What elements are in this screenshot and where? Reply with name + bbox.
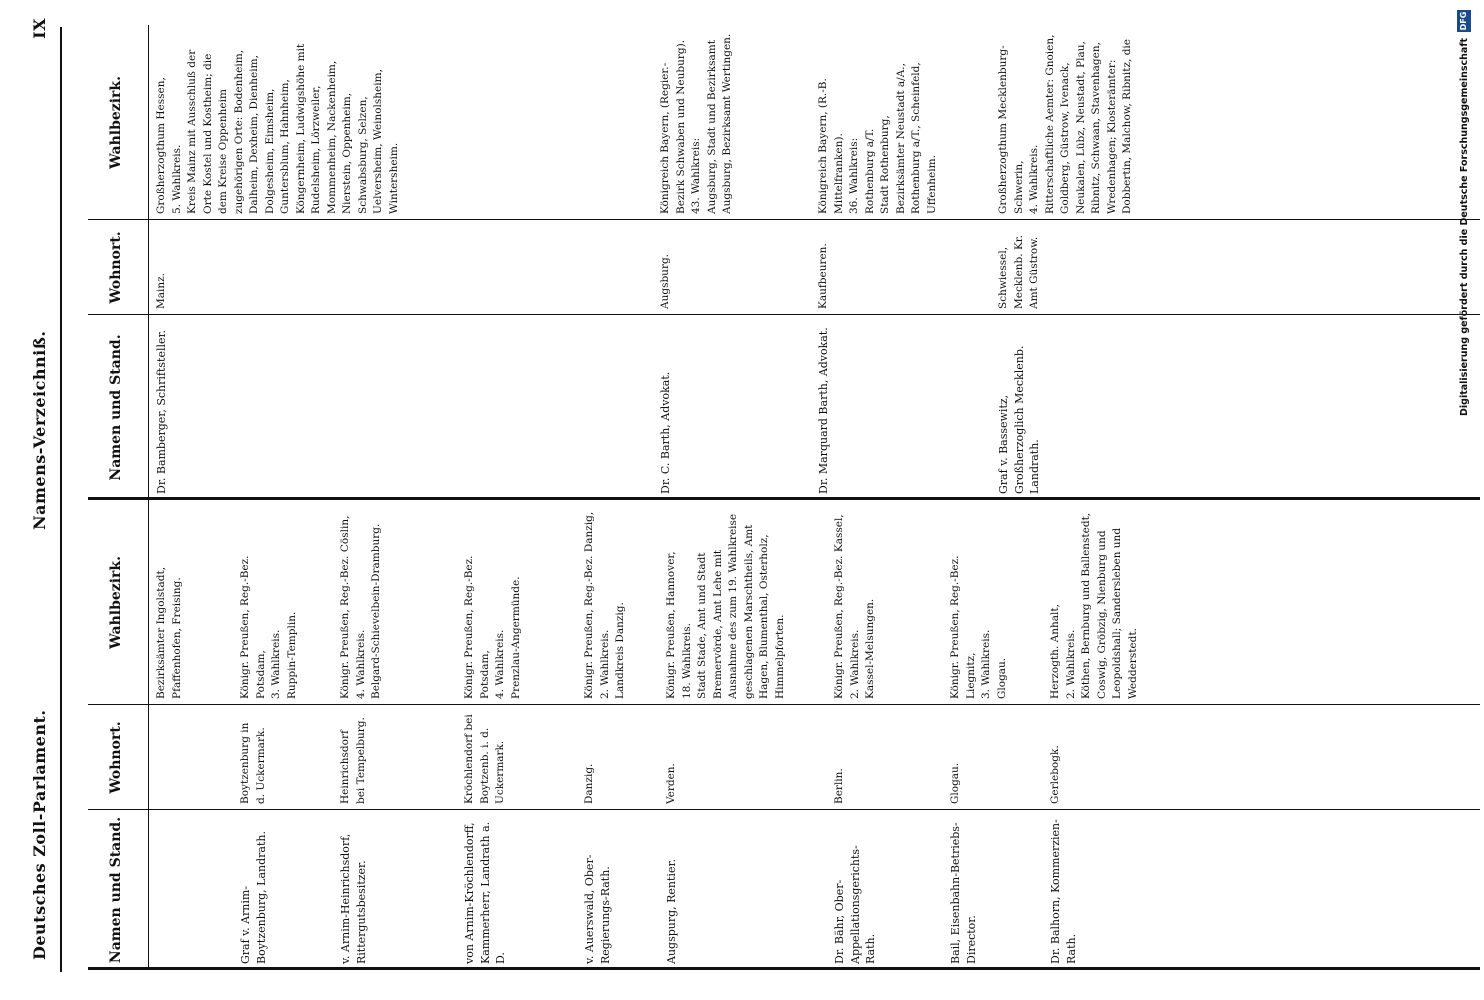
page-header [30,0,50,1000]
right_table-row-2-residence: Kaufbeuren. [817,243,829,309]
col-header-name: Namen und Stand. [108,334,124,481]
left_table-row-5-district: Königr. Preußen, Hannover, 18. Wahlkreis. Stadt Stade, Amt und Stadt Bremervörde, Amt Lehe mit Ausnahme des zum 19. Wahlkreise geschlagenen Marschtheils, Amt Hagen, Blumenthal, Osterholz, Himmelpforten. [665,513,786,699]
left_table-row-6-name: Dr. Bähr, Ober-Appellationsgerichts-Rath. [833,845,877,964]
left_table-row-8-district: Herzogth. Anhalt, 2. Wahlkreis. Köthen, Bernburg und Ballenstedt, Coswig, Gröbzig, Nienburg und Leopoldshall; Sandersleben und Wedderstedt. [1049,512,1139,699]
left_table-row-6-residence: Berlin. [833,768,845,804]
left_table-row-3-name: von Arnim-Kröchlendorff, Kammerherr, Landrath a. D. [463,821,507,964]
right_table-row-1-name: Dr. C. Barth, Advokat. [659,371,672,494]
left_table-row-0-district: Bezirksämter Ingolstadt, Pfaffenhofen, Freising. [155,566,183,699]
header-right-title: Namens-Verzeichniß. [30,330,49,530]
left_table-row-4-residence: Danzig. [583,763,595,804]
left_table-row-1-district: Königr. Preußen, Reg.-Bez. Potsdam, 3. Wahlkreis. Ruppin-Templin. [239,555,298,699]
left_table-row-0-residence [154,711,234,804]
right_table-row-1-district: Königreich Bayern, (Regier.-Bezirk Schwaben und Neuburg). 43. Wahlkreis: Augsburg, Stadt und Bezirksamt Augsburg, Bezirksamt Wertingen. [659,33,733,214]
right_table-row-0-residence: Mainz. [155,272,167,309]
column-divider [88,314,1480,315]
right_table-row-0-district: Großherzogthum Hessen, 5. Wahlkreis. Kreis Mainz mit Ausschluß der Orte Kostel und Kostheim; die dem Kreise Oppenheim zugehörigen Orte: Bodenheim, Dalheim, Dexheim, Dienheim, Dolgesheim, Eimsheim, Guntersblum, Hahnheim, Köngernheim, Ludwigshöhe mit Rudelsheim, Lörzweiler, Mommenheim, Nackenheim, Nierstein, Oppenheim, Schwabsburg, Selzen, Uelversheim, Weinolsheim, Wintersheim. [155,43,400,214]
digitization-credit [1449,0,1479,1000]
left_table-row-7-district: Königr. Preußen, Reg.-Bez. Liegnitz, 3. Wahlkreis. Glogau. [949,555,1008,699]
column-divider [88,219,1480,220]
left_table-row-6-district: Königr. Preußen, Reg.-Bez. Kassel, 2. Wahlkreis. Kassel-Melsungen. [833,514,876,699]
left_table-row-4-district: Königr. Preußen, Reg.-Bez. Danzig, 2. Wahlkreis. Landkreis Danzig. [583,511,626,699]
left_table-row-8-name: Dr. Balhorn, Kommerzien-Rath. [1049,819,1078,964]
column-divider [88,704,1480,705]
left_table-row-3-residence: Kröchlendorf bei Boytzenb. i. d. Uckermark. [463,714,506,804]
right_table-row-3-district: Großherzogthum Mecklenburg-Schwerin, 4. Wahlkreis. Ritterschaftliche Aemter: Gnoien, Goldberg, Güstrow, Ivenack, Neukalen, Lübz, Neustadt, Plau, Ribnitz, Schwaan, Stavenhagen, Wredenhagen; Klosterämter: Dobbertin, Malchow, Ribnitz, die [997,34,1133,214]
page-number: IX [30,18,49,39]
col-header-name: Namen und Stand. [108,816,124,964]
left_table-row-2-district: Königr. Preußen, Reg.-Bez. Cöslin, 4. Wahlkreis. Belgard-Schievelbein-Dramburg. [339,515,382,699]
right_table-row-0-name: Dr. Bamberger, Schriftsteller. [155,329,168,494]
left_table-row-0-name [154,816,234,964]
right_table-row-1-residence: Augsburg. [659,253,671,309]
left_table-row-7-name: Bail, Eisenbahn-Betriebs-Director. [949,822,978,964]
left_table-row-8-residence: Gerlebogk. [1049,745,1061,804]
column-header-rule [148,25,149,500]
table-left-rule [88,967,1480,970]
right_table-row-2-name: Dr. Marquard Barth, Advokat. [817,327,830,494]
column-divider [88,809,1480,810]
right_table-row-2-district: Königreich Bayern, (R.-B. Mittelfranken). 36. Wahlkreis: Rothenburg a/T. Stadt Rothenburg, Bezirksämter Neustadt a/A., Rothenburg a/T., Scheinfeld, Uffenheim. [817,62,938,214]
left_table-row-3-district: Königr. Preußen, Reg.-Bez. Potsdam, 4. Wahlkreis. Prenzlau-Angermünde. [463,555,522,699]
col-header-residence: Wohnort. [108,721,124,794]
left_table-row-7-residence: Glogau. [949,762,961,804]
col-header-residence: Wohnort. [108,231,124,304]
header-rule [60,27,62,972]
right_table-row-3-name: Graf v. Bassewitz, Großherzoglich Mecklenb. Landrath. [997,345,1041,494]
header-left-title: Deutsches Zoll-Parlament. [30,709,49,960]
left_table-row-2-name: v. Arnim-Heinrichsdorf, Rittergutsbesitzer. [339,833,368,964]
right_table-row-3-residence: Schwiessel, Mecklenb. Kr. Amt Güstrow. [997,235,1040,309]
left_table-row-2-residence: Heinrichsdorf bei Tempelburg. [339,717,367,804]
column-header-rule [148,500,149,970]
dfg-logo: DFG [1457,10,1471,32]
left_table-row-5-name: Augspurg, Rentier. [665,858,678,964]
left_table-row-4-name: v. Auerswald, Ober-Regierungs-Rath. [583,854,612,964]
left_table-row-5-residence: Verden. [665,763,677,804]
table-left-rule [88,497,1480,500]
credit-text: Digitalisierung gefördert durch die Deutsche Forschungsgemeinschaft [1459,38,1470,416]
left_table-row-1-name: Graf v. Arnim-Boytzenburg, Landrath. [239,831,268,964]
left_table-row-1-residence: Boytzenburg in d. Uckermark. [239,722,267,804]
col-header-district: Wahlbezirk. [108,556,124,649]
col-header-district: Wahlbezirk. [108,76,124,169]
